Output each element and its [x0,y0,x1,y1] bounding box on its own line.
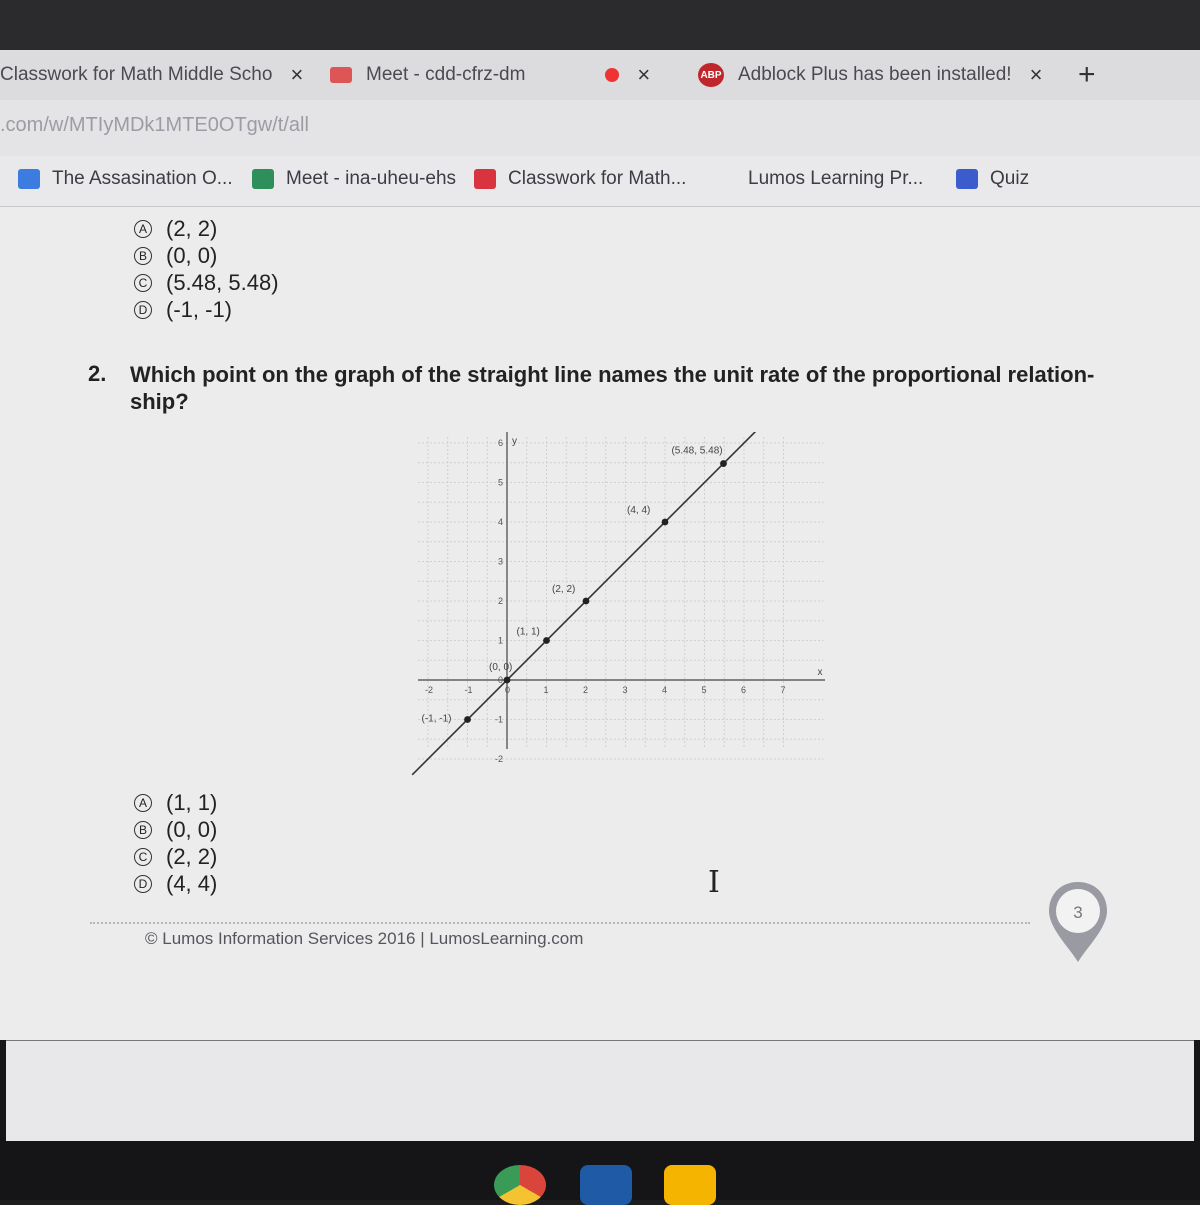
y-tick-label: 0 [498,675,504,685]
tab-classwork[interactable] [0,58,303,92]
map-pin-icon [1046,880,1110,964]
bookmark-meet[interactable] [252,168,456,190]
q2-options [134,789,217,897]
y-tick-label: 6 [498,438,504,448]
x-tick-label: 4 [662,685,668,695]
x-tick-label: 3 [622,685,628,695]
abp-icon: ABP [698,63,724,87]
question-text: Which point on the graph of the straight line names the unit rate of the proportional relation-ship? [130,362,1095,414]
bookmark-docs[interactable] [18,168,233,190]
bookmark-quiz[interactable] [956,168,1029,190]
x-axis-label: x [817,667,823,678]
bookmark-lumos[interactable] [722,168,923,190]
x-tick-label: 1 [543,685,549,695]
close-icon[interactable]: × [637,62,651,87]
point-label: (-1, -1) [421,713,452,725]
footer-divider [90,922,1030,924]
option-letter: A [134,794,152,812]
q1-option-a[interactable] [134,215,279,242]
question-number: 2. [88,361,107,386]
lumos-icon [722,169,736,189]
tab-title: Meet - cdd-cfrz-dm [366,64,526,85]
option-text: (2, 2) [166,843,218,869]
point-label: (1, 1) [516,626,540,638]
option-letter: B [134,821,152,839]
data-point [662,519,669,526]
classroom-app-icon[interactable] [664,1165,716,1205]
page-number: 3 [1073,903,1083,922]
coordinate-graph [395,432,825,782]
point-label: (2, 2) [552,584,576,595]
close-icon[interactable]: × [290,62,304,87]
docs-icon [18,169,40,189]
y-tick-label: -1 [495,714,504,725]
data-point [720,460,727,467]
option-letter: D [134,875,152,893]
x-tick-label: 5 [701,685,707,695]
option-text: (0, 0) [166,242,218,268]
option-text: (2, 2) [166,215,218,241]
bookmark-label: Quiz [990,168,1030,189]
bookmark-label: Lumos Learning Pr... [748,168,924,189]
page-number-badge [1046,880,1110,969]
option-letter: D [134,301,152,319]
y-tick-label: 4 [498,517,504,527]
x-tick-label: -2 [425,685,434,695]
close-icon[interactable]: × [1029,62,1043,87]
q1-option-d[interactable] [134,296,279,323]
x-tick-label: 6 [741,685,747,695]
point-label: (4, 4) [627,505,651,516]
text-cursor-icon: I [708,865,720,900]
classroom-icon [474,169,496,189]
bookmark-label: Classwork for Math... [508,168,687,189]
option-letter: B [134,247,152,265]
meet-icon [252,169,274,189]
tab-meet[interactable] [330,58,650,92]
tab-strip [0,0,1200,100]
y-axis-label: y [512,436,517,447]
chrome-icon[interactable] [494,1165,546,1205]
y-tick-label: 3 [498,556,504,567]
data-point [464,716,471,723]
q1-options [134,215,279,323]
q1-option-b[interactable] [134,242,279,269]
bookmark-classroom[interactable] [474,168,686,190]
bookmarks-bar [0,156,1200,207]
option-text: (4, 4) [166,870,218,896]
pearson-app-icon[interactable] [580,1165,632,1205]
url-text[interactable]: .com/w/MTIyMDk1MTE0OTgw/t/all [0,114,309,136]
tab-title: Adblock Plus has been installed! [738,64,1012,85]
option-letter: C [134,274,152,292]
address-bar[interactable] [0,100,1200,156]
option-letter: C [134,848,152,866]
q2-option-b[interactable] [134,816,217,843]
lower-window [6,1040,1194,1141]
x-tick-label: 2 [583,685,589,695]
y-tick-label: 5 [498,477,504,488]
option-letter: A [134,220,152,238]
q2-option-a[interactable] [134,789,217,816]
x-tick-label: -1 [464,685,473,695]
data-point [583,598,590,605]
bookmark-label: Meet - ina-uheu-ehs [286,168,457,189]
y-tick-label: 2 [498,596,504,606]
option-text: (0, 0) [166,816,218,842]
y-tick-label: 1 [498,635,504,646]
option-text: (1, 1) [166,789,218,815]
new-tab-button[interactable]: + [1078,58,1096,91]
bookmark-label: The Assasination O... [52,168,233,189]
worksheet-page [0,207,1200,1040]
meet-icon [330,67,352,83]
list-icon [956,169,978,189]
x-tick-label: 0 [505,685,511,695]
point-label: (0, 0) [489,662,513,673]
point-label: (5.48, 5.48) [671,445,723,457]
recording-icon [605,68,619,82]
q2-option-c[interactable] [134,843,217,870]
data-point [543,637,550,644]
data-point [504,677,511,684]
tab-adblock[interactable] [698,58,1042,92]
x-tick-label: 7 [780,685,786,695]
y-tick-label: -2 [495,754,504,764]
q1-option-c[interactable] [134,269,279,296]
q2-option-d[interactable] [134,870,217,897]
tab-title: Classwork for Math Middle Scho [0,64,273,85]
footer-credit: © Lumos Information Services 2016 | LumosLearning.com [145,929,584,948]
option-text: (5.48, 5.48) [166,269,279,295]
option-text: (-1, -1) [166,296,232,322]
